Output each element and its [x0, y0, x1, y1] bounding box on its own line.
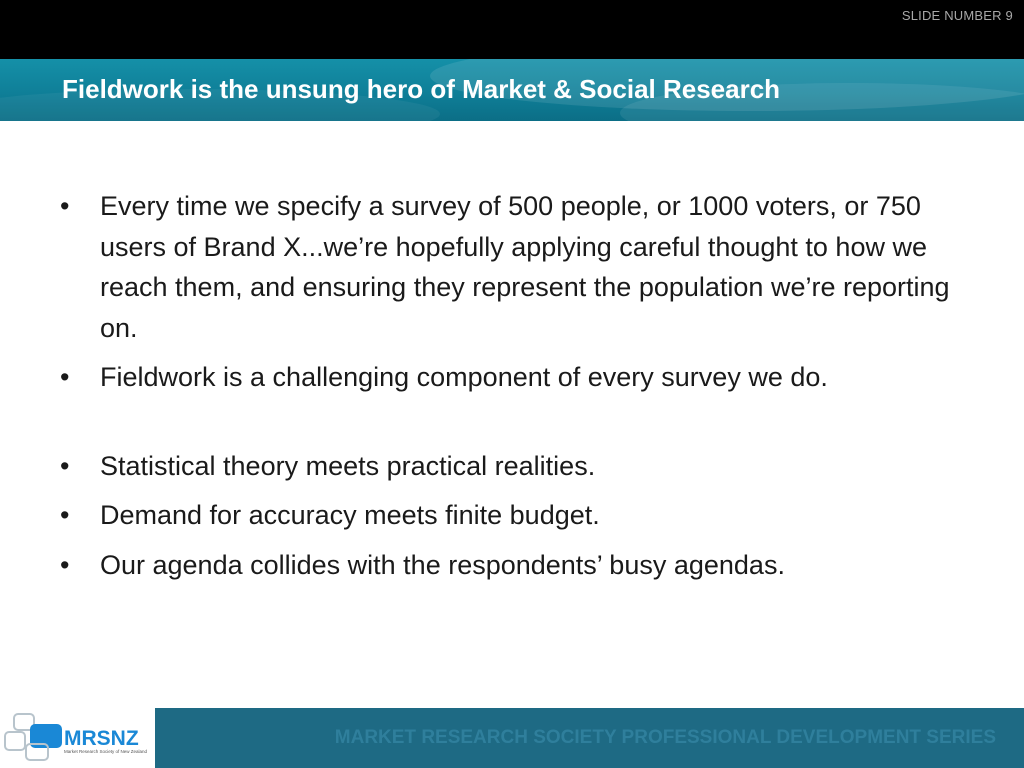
slide-number: SLIDE NUMBER 9 [901, 8, 1013, 23]
bullet-item [60, 446, 960, 487]
mrsnz-logo [4, 712, 152, 766]
bullet-icon: • [60, 362, 70, 392]
logo-subtext: Market Research Society of New Zealand [64, 749, 148, 754]
bullet-item [60, 545, 960, 586]
top-bar [0, 0, 1024, 59]
bullet-text: Demand for accuracy meets finite budget. [100, 500, 600, 530]
bullet-icon: • [60, 500, 70, 530]
bullet-icon: • [60, 450, 70, 481]
bullet-text: Our agenda collides with the respondents’ busy agendas. [100, 549, 785, 580]
bullet-text: Fieldwork is a challenging component of every survey we do. [100, 362, 828, 392]
slide-title: Fieldwork is the unsung hero of Market & Social Research [62, 74, 781, 104]
bullet-item [60, 186, 960, 348]
bullet-item [60, 495, 960, 536]
bullet-list [60, 186, 960, 594]
logo-text: MRSNZ [64, 727, 139, 750]
bullet-text: Statistical theory meets practical realities. [100, 450, 596, 481]
logo-icon [4, 712, 152, 766]
footer-series-title: MARKET RESEARCH SOCIETY PROFESSIONAL DEVELOPMENT SERIES [334, 727, 996, 748]
bullet-icon: • [60, 549, 70, 580]
bullet-item [60, 357, 960, 398]
bullet-text: Every time we specify a survey of 500 people, or 1000 voters, or 750 users of Brand X...we’re hopefully applying careful thought to how we reach them, and ensuring they represent the population we’re reporting on. [100, 191, 950, 343]
bullet-icon: • [60, 191, 70, 221]
footer-bar [155, 708, 1024, 768]
